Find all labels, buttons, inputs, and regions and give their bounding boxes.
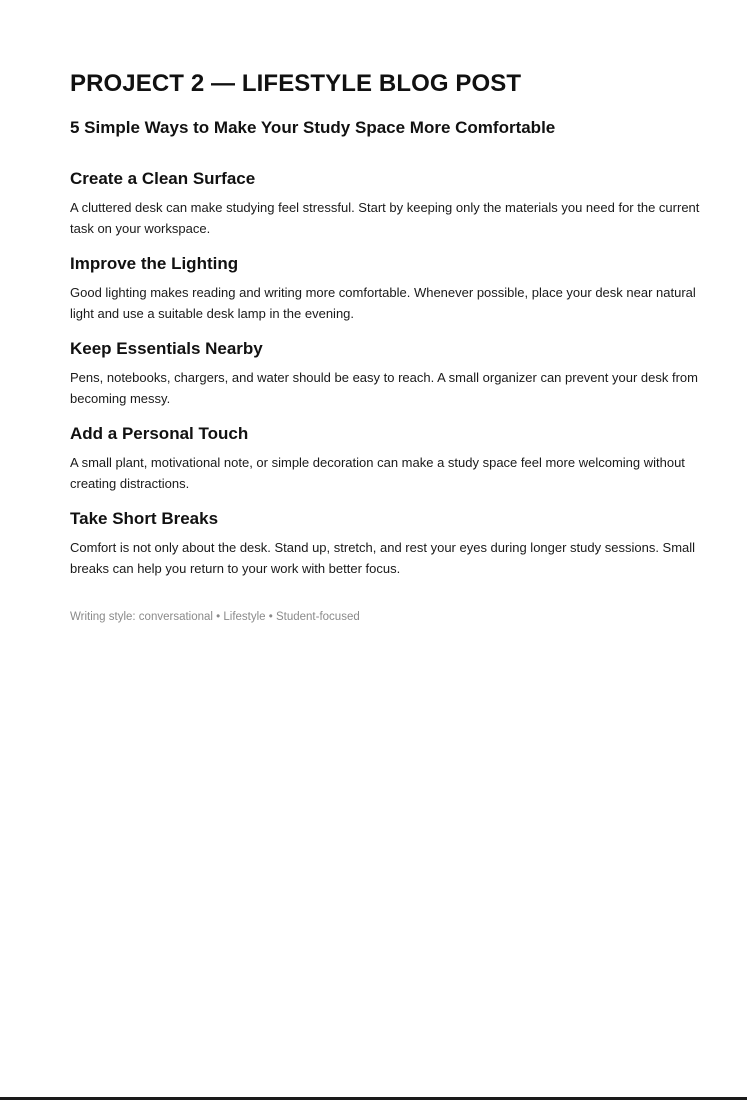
- section-add-personal-touch: [70, 423, 710, 494]
- section-create-clean-surface: [70, 168, 710, 239]
- document-page: [70, 68, 710, 625]
- post-title: 5 Simple Ways to Make Your Study Space More Comfortable: [70, 118, 556, 137]
- section-heading: Take Short Breaks: [70, 509, 219, 528]
- section-improve-lighting: [70, 253, 710, 324]
- section-take-short-breaks: [70, 508, 710, 579]
- section-heading: Keep Essentials Nearby: [70, 339, 263, 358]
- section-body: Good lighting makes reading and writing more comfortable. Whenever possible, place your desk near natural light and use a suitable desk lamp in the evening.: [70, 285, 696, 321]
- sections-list: [70, 168, 710, 579]
- section-keep-essentials-nearby: [70, 338, 710, 409]
- section-heading: Create a Clean Surface: [70, 169, 256, 188]
- section-body: A cluttered desk can make studying feel stressful. Start by keeping only the materials you need for the current task on your workspace.: [70, 200, 700, 236]
- section-body: Comfort is not only about the desk. Stand up, stretch, and rest your eyes during longer study sessions. Small breaks can help you return to your work with better focus.: [70, 540, 696, 576]
- section-body: Pens, notebooks, chargers, and water should be easy to reach. A small organizer can prevent your desk from becoming messy.: [70, 370, 698, 406]
- writing-style-meta: Writing style: conversational • Lifestyle • Student-focused: [70, 611, 360, 623]
- section-heading: Add a Personal Touch: [70, 424, 249, 443]
- section-heading: Improve the Lighting: [70, 254, 239, 273]
- section-body: A small plant, motivational note, or simple decoration can make a study space feel more welcoming without creating distractions.: [70, 455, 685, 491]
- project-title: PROJECT 2 — LIFESTYLE BLOG POST: [70, 70, 522, 97]
